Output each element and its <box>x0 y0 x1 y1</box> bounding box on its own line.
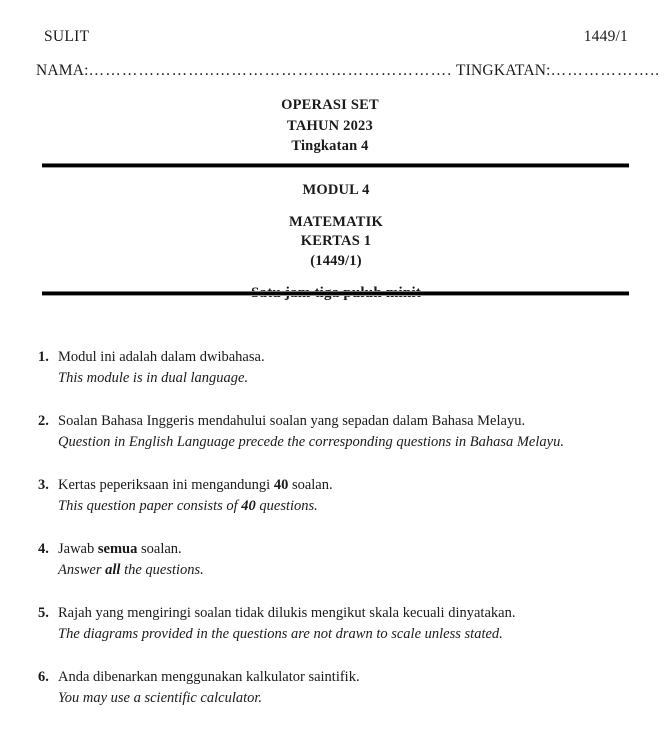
instruction-english-emphasis: 40 <box>241 498 256 515</box>
instruction-number: 3. <box>38 476 49 493</box>
module-number: MODUL 4 <box>302 182 370 198</box>
instruction-english <box>58 688 638 709</box>
instruction-english-text: Answer <box>58 562 106 579</box>
instruction-malay-text-tail: soalan. <box>288 476 333 493</box>
instruction-malay <box>58 539 638 560</box>
instruction-malay <box>58 347 638 368</box>
confidential-label: SULIT <box>44 28 90 45</box>
instruction-number: 5. <box>38 604 49 621</box>
instructions-list <box>38 347 638 730</box>
instruction-english <box>58 368 638 389</box>
instruction-english-text: You may use a scientific calculator. <box>58 689 263 706</box>
instruction-english-text: Question in English Language precede the corresponding questions in Bahasa Melayu. <box>58 434 564 451</box>
exam-title-line-3: Tingkatan 4 <box>291 138 369 155</box>
instruction-item <box>38 347 638 390</box>
instruction-body <box>58 475 638 518</box>
instruction-malay-text: Modul ini adalah dalam dwibahasa. <box>58 349 265 365</box>
instruction-item <box>38 603 638 646</box>
name-fill-line[interactable]: …………………..……………………………………. <box>88 62 453 79</box>
instruction-english <box>58 624 638 645</box>
instruction-english <box>58 432 638 453</box>
instruction-body <box>58 603 638 646</box>
instruction-number: 4. <box>38 540 49 557</box>
instruction-item <box>38 411 638 454</box>
student-details-row <box>36 62 661 80</box>
module-info-block <box>0 182 670 302</box>
instruction-number: 1. <box>38 349 49 365</box>
divider-bottom <box>42 291 629 296</box>
instruction-number: 6. <box>38 668 49 685</box>
instruction-malay-text: Rajah yang mengiringi soalan tidak dilukis mengikut skala kecuali dinyatakan. <box>58 604 516 621</box>
instruction-malay <box>58 603 638 624</box>
instruction-malay-text: Kertas peperiksaan ini mengandungi <box>58 476 274 493</box>
instruction-english-text: The diagrams provided in the questions are not drawn to scale unless stated. <box>58 626 503 643</box>
instruction-malay-emphasis: semua <box>97 540 138 557</box>
instruction-body <box>58 539 638 582</box>
paper-code: (1449/1) <box>310 252 362 269</box>
paper-number: KERTAS 1 <box>300 233 372 250</box>
instruction-english <box>58 496 638 517</box>
instruction-number: 2. <box>38 412 49 429</box>
instruction-malay-text: Anda dibenarkan menggunakan kalkulator saintifik. <box>58 668 360 685</box>
instruction-item <box>38 539 638 582</box>
instruction-item <box>38 667 638 710</box>
instruction-english <box>58 560 638 581</box>
instruction-body <box>58 667 638 710</box>
instruction-malay <box>58 411 638 432</box>
instruction-english-text-tail: the questions. <box>120 562 204 579</box>
instruction-english-text: This question paper consists of <box>58 498 242 515</box>
instruction-malay-text: Soalan Bahasa Inggeris mendahului soalan yang sepadan dalam Bahasa Melayu. <box>58 412 526 429</box>
exam-title-line-1: OPERASI SET <box>281 97 379 113</box>
instruction-malay-emphasis: 40 <box>273 476 289 493</box>
instruction-english-emphasis: all <box>105 562 121 579</box>
form-fill-line[interactable]: ……………….. <box>550 62 661 79</box>
instruction-body <box>58 411 638 454</box>
instruction-english-text: This module is in dual language. <box>58 370 249 387</box>
instruction-body <box>58 347 638 390</box>
form-label: TINGKATAN: <box>456 62 551 79</box>
instruction-item <box>38 475 638 518</box>
page-header-row <box>44 28 628 46</box>
exam-title-block <box>0 95 660 157</box>
name-label: NAMA: <box>36 62 89 79</box>
paper-code-label: 1449/1 <box>583 28 628 45</box>
subject-name: MATEMATIK <box>289 214 383 230</box>
instruction-english-text-tail: questions. <box>255 498 318 515</box>
divider-top <box>42 163 629 168</box>
instruction-malay-text-tail: soalan. <box>137 540 182 557</box>
instruction-malay <box>58 475 638 496</box>
instruction-malay <box>58 667 638 688</box>
instruction-malay-text: Jawab <box>58 540 98 557</box>
exam-title-line-2: TAHUN 2023 <box>287 117 373 134</box>
